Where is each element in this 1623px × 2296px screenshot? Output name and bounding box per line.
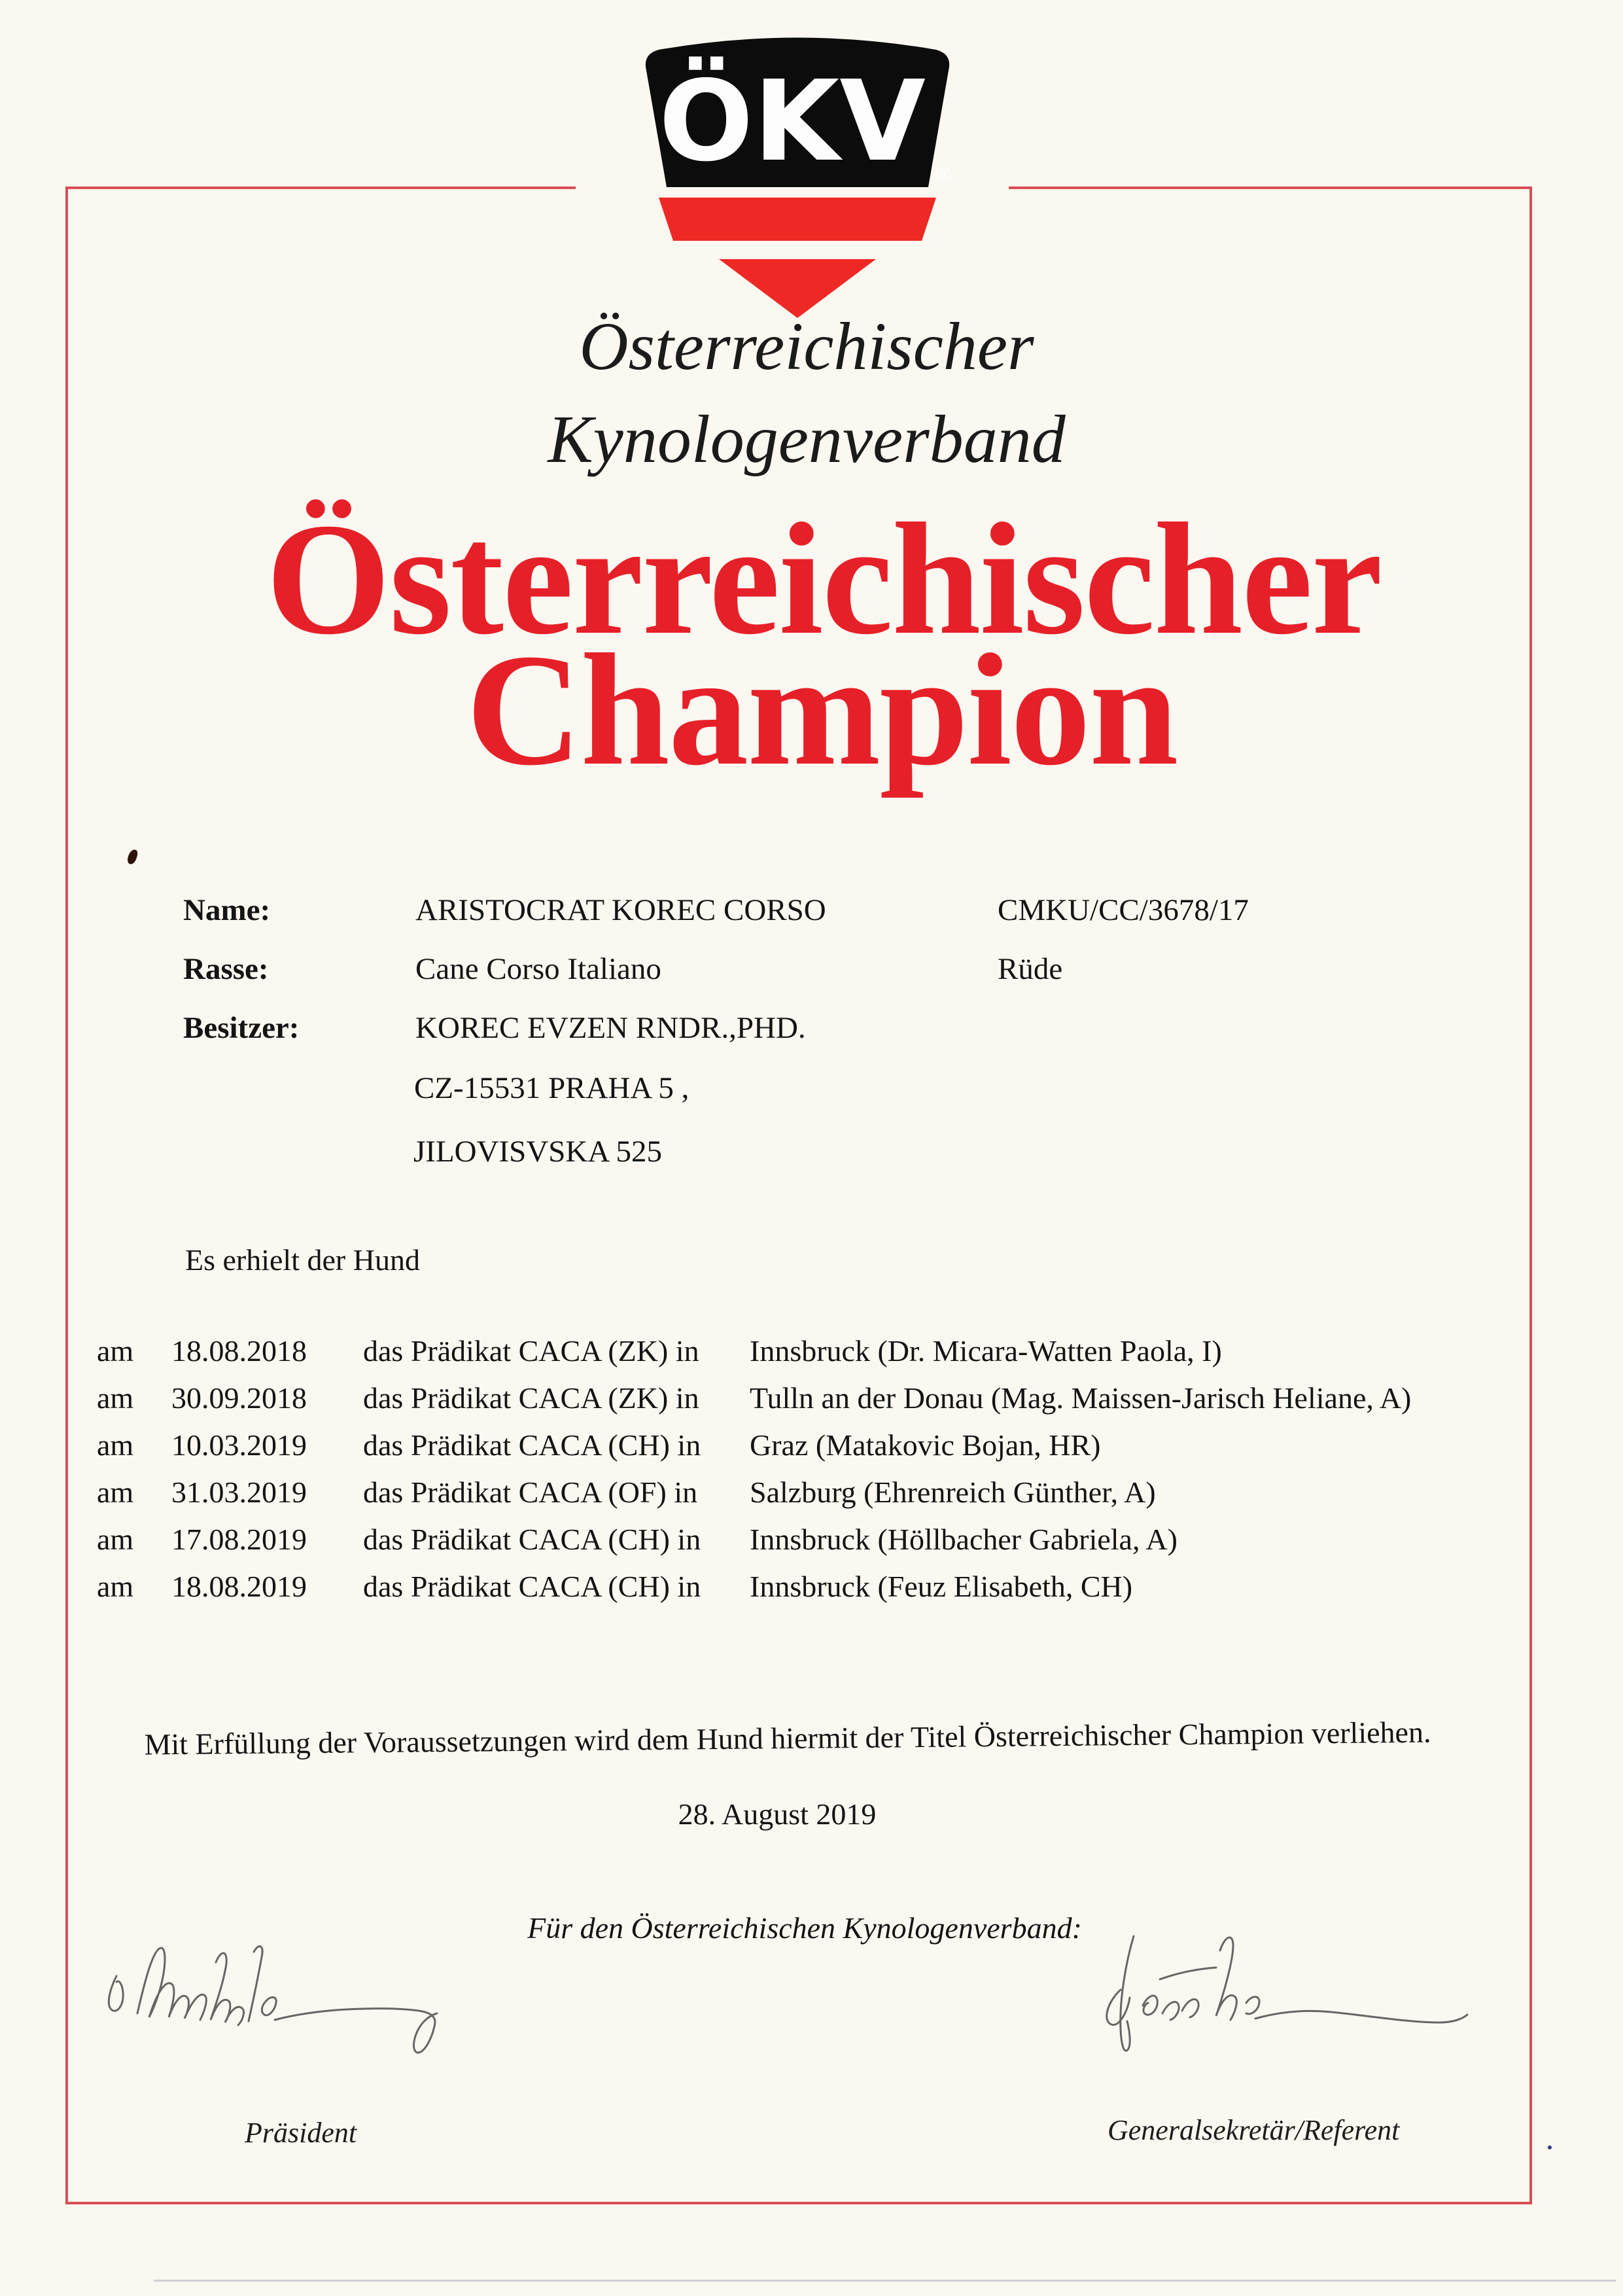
result-row-predicate: das Prädikat CACA (CH) in [363,1523,701,1556]
result-row-place: Tulln an der Donau (Mag. Maissen-Jarisch Heliane, A) [750,1381,1412,1415]
result-row-predicate: das Prädikat CACA (ZK) in [363,1381,699,1415]
result-row-date: 31.03.2019 [171,1475,307,1509]
result-row-am: am [97,1381,134,1415]
owner-address-line2: JILOVISVSKA 525 [413,1135,662,1169]
border-top-right-segment [1009,186,1532,189]
president-signature [98,1940,464,2068]
president-role-label: Präsident [245,2117,357,2149]
result-row-place: Innsbruck (Höllbacher Gabriela, A) [750,1523,1178,1556]
sex-value: Rüde [998,952,1063,986]
border-right [1529,186,1532,2204]
certificate-title-line2: Champion [466,621,1178,798]
result-row-date: 18.08.2019 [171,1570,307,1603]
result-row-predicate: das Prädikat CACA (ZK) in [363,1334,699,1368]
result-row-am: am [97,1570,134,1603]
conferral-date: 28. August 2019 [678,1797,877,1831]
results-intro: Es erhielt der Hund [185,1243,420,1277]
result-row-date: 17.08.2019 [171,1523,307,1556]
okv-logo [623,27,971,322]
conferral-statement: Mit Erfüllung der Voraussetzungen wird dem Hund hiermit der Titel Österreichischer Champion verliehen. [144,1715,1431,1761]
breed-value: Cane Corso Italiano [415,952,661,986]
registration-number: CMKU/CC/3678/17 [998,893,1249,927]
certificate-title-line1: Österreichischer [266,490,1382,667]
secretary-signature-icon [1083,1927,1488,2064]
secretary-signature [1083,1927,1488,2064]
scan-ink-dot [1548,2146,1552,2149]
result-row-predicate: das Prädikat CACA (OF) in [363,1475,698,1509]
result-row-am: am [97,1523,134,1556]
org-name-line1: Österreichischer [579,309,1034,384]
border-top-left-segment [65,186,576,189]
result-row-date: 18.08.2018 [171,1334,307,1368]
okv-registered-mark: ® [934,163,953,186]
result-row-date: 10.03.2019 [171,1428,307,1462]
scan-edge-line [154,2280,1616,2282]
result-row-am: am [97,1428,134,1462]
org-name-line2: Kynologenverband [548,402,1066,477]
result-row-predicate: das Prädikat CACA (CH) in [363,1428,701,1462]
result-row-am: am [97,1334,134,1368]
ink-speck [126,849,139,866]
breed-label: Rasse: [183,952,269,986]
secretary-role-label: Generalsekretär/Referent [1108,2114,1400,2146]
result-row-date: 30.09.2018 [171,1381,307,1415]
for-organisation-line: Für den Österreichischen Kynologenverband: [527,1911,1082,1945]
owner-address-line1: CZ-15531 PRAHA 5 , [414,1071,689,1105]
okv-shield-icon [623,27,971,322]
border-bottom [65,2202,1532,2204]
owner-value: KOREC EVZEN RNDR.,PHD. [415,1011,806,1045]
president-signature-icon [98,1940,464,2068]
result-row-place: Graz (Matakovic Bojan, HR) [750,1428,1101,1462]
result-row-predicate: das Prädikat CACA (CH) in [363,1570,701,1603]
result-row-place: Innsbruck (Feuz Elisabeth, CH) [750,1570,1133,1603]
result-row-place: Salzburg (Ehrenreich Günther, A) [750,1475,1156,1509]
name-label: Name: [183,893,271,927]
okv-logo-text: ÖKV [659,57,926,186]
result-row-place: Innsbruck (Dr. Micara-Watten Paola, I) [750,1334,1222,1368]
border-left [65,186,68,2204]
result-row-am: am [97,1475,134,1509]
owner-label: Besitzer: [183,1011,300,1045]
dog-name-value: ARISTOCRAT KOREC CORSO [415,893,826,927]
